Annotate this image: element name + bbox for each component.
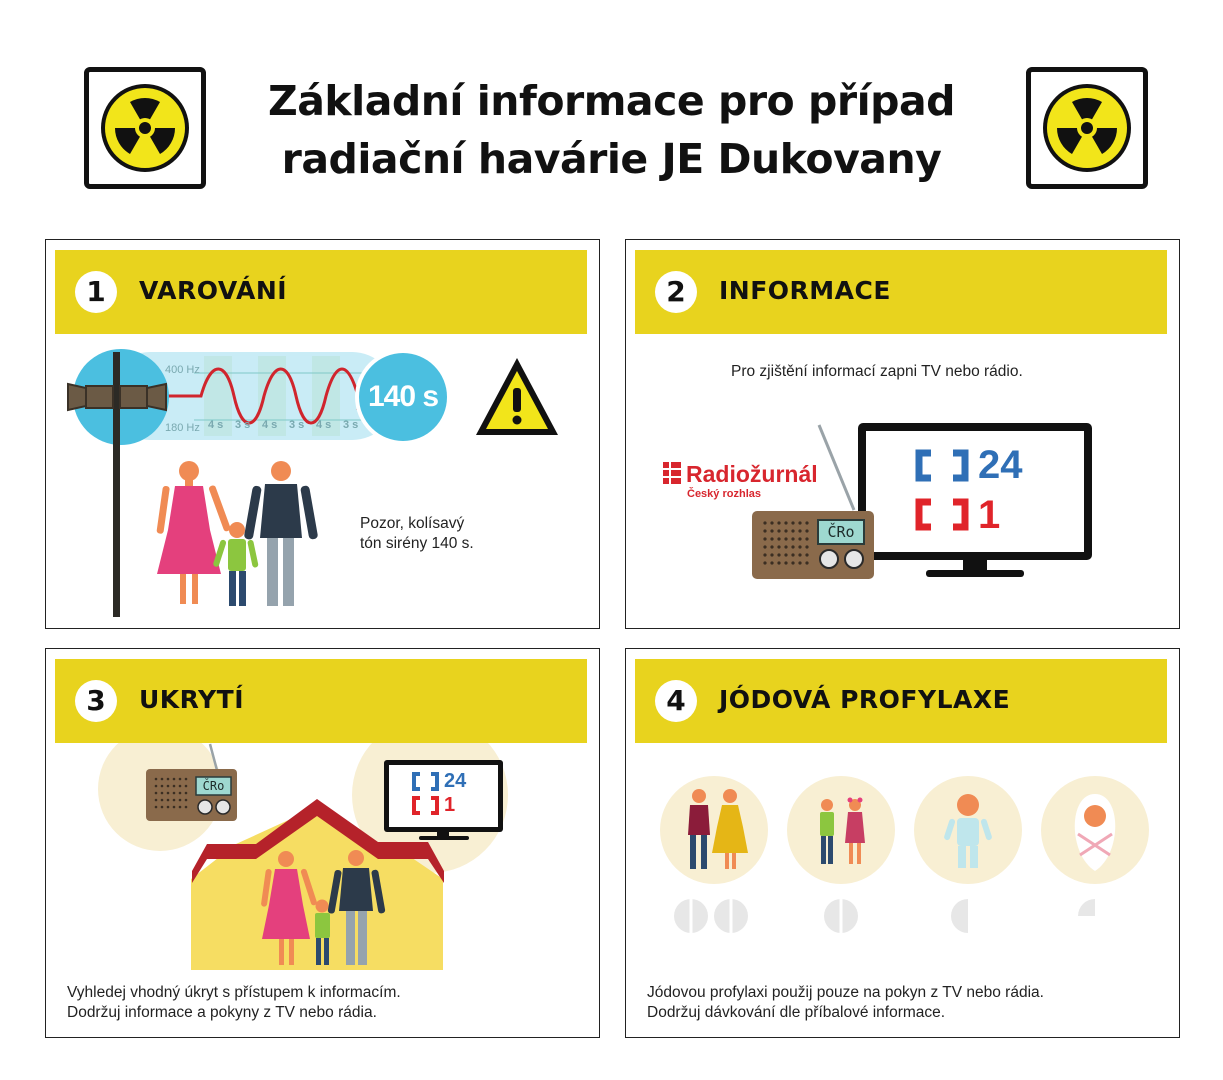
panel-heading: INFORMACE xyxy=(719,276,891,305)
ct24-channel: 24 xyxy=(978,443,1023,487)
pill-icon xyxy=(674,899,1095,933)
freq-low-label: 180 Hz xyxy=(165,422,200,434)
step-number: 3 xyxy=(75,680,117,722)
radio-display-text: ČRo xyxy=(202,779,225,793)
siren-illustration xyxy=(46,240,599,628)
ct24-channel: 24 xyxy=(444,770,467,792)
siren-pole xyxy=(113,352,120,617)
radiation-hazard-icon xyxy=(1031,72,1143,184)
iodine-text-line-1: Jódovou profylaxi použij pouze na pokyn z TV nebo rádia. xyxy=(647,984,1044,1001)
radiozurnal-logo-icon xyxy=(663,462,681,484)
radio-antenna xyxy=(819,425,854,510)
warning-text-line-1: Pozor, kolísavý xyxy=(360,515,465,532)
interval-label: 3 s xyxy=(289,419,305,431)
group-adults xyxy=(660,776,768,884)
interval-label: 4 s xyxy=(316,419,332,431)
step-number: 4 xyxy=(655,680,697,722)
ct1-channel: 1 xyxy=(978,493,1001,537)
radio-brand: Radiožurnál xyxy=(686,461,818,487)
title-line-1: Základní informace pro případ xyxy=(268,77,955,125)
panel-heading: JÓDOVÁ PROFYLAXE xyxy=(719,685,1011,714)
ct1-channel: 1 xyxy=(444,794,456,816)
interval-label: 3 s xyxy=(235,419,251,431)
panel-heading: UKRYTÍ xyxy=(139,685,245,714)
panel-header-band xyxy=(55,659,587,743)
panel-heading: VAROVÁNÍ xyxy=(139,276,288,305)
tv-radio-illustration xyxy=(626,240,1179,628)
panel-iodine-prophylaxis xyxy=(625,648,1180,1038)
panel-information xyxy=(625,239,1180,629)
interval-label: 4 s xyxy=(208,419,224,431)
radiation-hazard-icon-left xyxy=(84,67,206,189)
shelter-text-line-1: Vyhledej vhodný úkryt s přístupem k informacím. xyxy=(67,984,401,1001)
radio-brand-sub: Český rozhlas xyxy=(687,488,761,500)
siren-duration-label: 140 s xyxy=(367,380,439,413)
shelter-text-line-2: Dodržuj informace a pokyny z TV nebo rádia. xyxy=(67,1004,377,1021)
panel-shelter xyxy=(45,648,600,1038)
title-line-2: radiační havárie JE Dukovany xyxy=(281,135,942,183)
step-number: 1 xyxy=(75,271,117,313)
iodine-text-line-2: Dodržuj dávkování dle příbalové informace. xyxy=(647,1004,946,1021)
radiation-hazard-icon xyxy=(89,72,201,184)
radio-display-text: ČRo xyxy=(827,523,855,541)
group-children xyxy=(787,776,895,884)
interval-label: 4 s xyxy=(262,419,278,431)
step-number: 2 xyxy=(655,271,697,313)
family-illustration xyxy=(156,461,318,606)
warning-triangle-icon xyxy=(476,358,558,435)
iodine-dosage-illustration xyxy=(626,649,1179,1037)
page-title xyxy=(220,72,1003,188)
information-text: Pro zjištění informací zapni TV nebo rádio. xyxy=(731,363,1023,380)
panel-warning xyxy=(45,239,600,629)
radiation-hazard-icon-right xyxy=(1026,67,1148,189)
freq-high-label: 400 Hz xyxy=(165,364,200,376)
warning-text-line-2: tón sirény 140 s. xyxy=(360,535,474,552)
interval-label: 3 s xyxy=(343,419,359,431)
